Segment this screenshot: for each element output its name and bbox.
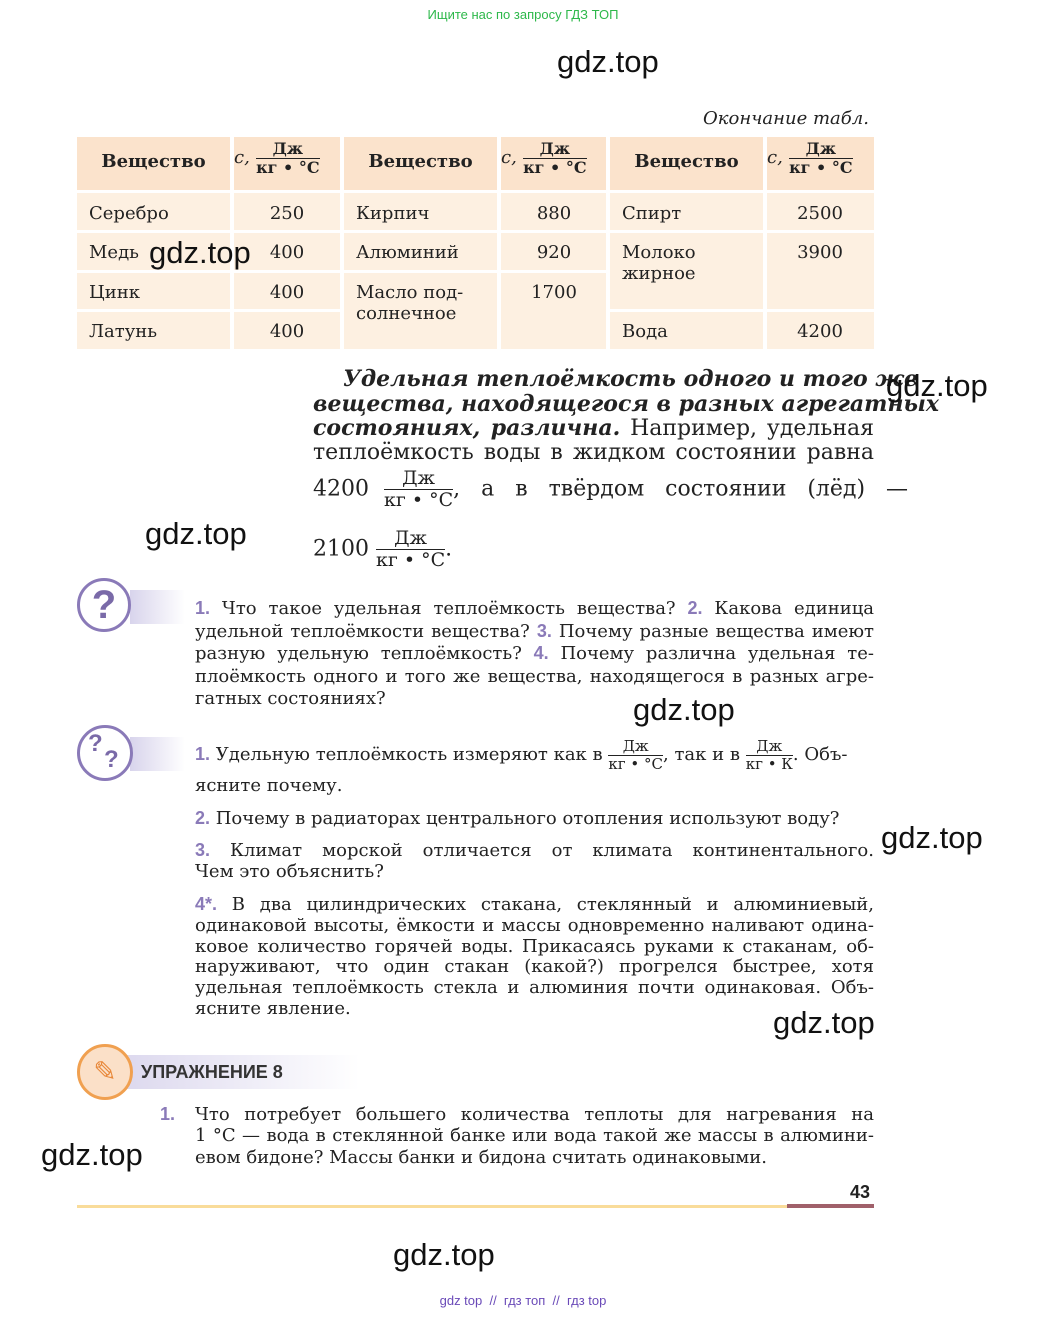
data-table-3 xyxy=(610,137,874,349)
watermark: gdz.top xyxy=(145,516,247,551)
exercise-line: евом бидоне? Массы банки и бидона считать одинаковыми. xyxy=(195,1147,768,1168)
exercise-number: 1. xyxy=(160,1104,176,1124)
discussion-q4-line: ковое количество горячей воды. Прикасаясь руками к стаканам, об- xyxy=(195,935,874,957)
discussion-q3-line2: Чем это объяснить? xyxy=(195,861,384,882)
heat-capacity-value: 3900 xyxy=(797,242,843,263)
substance-name: Серебро xyxy=(89,203,169,224)
watermark: gdz.top xyxy=(881,820,983,855)
exercise-title: УПРАЖНЕНИЕ 8 xyxy=(141,1062,283,1082)
question-icon: ? xyxy=(77,578,131,632)
exercise-line: 1 °С — вода в стеклянной банке или вода такой же массы в алюмини- xyxy=(195,1125,874,1146)
question-line: гатных состояниях? xyxy=(195,688,386,709)
substance-name: Спирт xyxy=(622,203,682,224)
discussion-q1: 1. Удельную теплоёмкость измеряют как в $\frac{Дж}{кг • ^\circ С}$ , так и в $\frac{Дж}{кг • К}$ . Объ- xyxy=(195,737,848,773)
col-header-c: c, $\frac{Дж}{кг • ^\circ С}$ xyxy=(767,139,853,177)
heat-capacity-value: 400 xyxy=(269,321,305,342)
col-header-substance: Вещество xyxy=(368,151,473,172)
substance-name: Кирпич xyxy=(356,203,430,224)
heat-capacity-value: 400 xyxy=(269,282,305,303)
para-line: Удельная теплоёмкость одного и того же xyxy=(343,366,919,392)
substance-name: Цинк xyxy=(89,282,140,303)
para-line: состояниях, различна. Например, удельная xyxy=(313,415,875,441)
exercise-line: Что потребует большего количества теплоты для нагревания на xyxy=(195,1104,874,1125)
discussion-q2: 2. Почему в радиаторах центрального отопления используют воду? xyxy=(195,808,840,829)
watermark: gdz.top xyxy=(886,368,988,403)
substance-name: Вода xyxy=(622,321,668,342)
data-table-2 xyxy=(344,137,606,349)
footer-rule xyxy=(77,1205,787,1208)
top-banner[interactable]: Ищите нас по запросу ГДЗ ТОП xyxy=(427,7,619,22)
heat-capacity-value: 400 xyxy=(269,242,305,263)
footer-links[interactable]: gdz top // гдз топ // гдз top xyxy=(439,1293,607,1308)
question-line: 1. Что такое удельная теплоёмкость вещества? 2. Какова единица xyxy=(195,598,875,619)
table-caption: Окончание табл. xyxy=(703,108,869,129)
col-header-substance: Вещество xyxy=(101,151,206,172)
discussion-q4-line: ясните явление. xyxy=(195,998,351,1019)
heat-capacity-value: 250 xyxy=(269,203,305,224)
page-number: 43 xyxy=(850,1182,871,1202)
heat-capacity-value: 920 xyxy=(536,242,572,263)
watermark: gdz.top xyxy=(149,235,251,270)
para-line: вещества, находящегося в разных агрегатных xyxy=(313,391,939,417)
heat-capacity-value: 2500 xyxy=(797,203,843,224)
formula-1: 4200 $\frac{Дж}{кг • ^\circ С}$ , а в твёрдом состоянии (лёд) — xyxy=(313,467,909,511)
watermark: gdz.top xyxy=(393,1237,495,1272)
substance-name: Медь xyxy=(89,242,139,263)
heat-capacity-value: 880 xyxy=(536,203,572,224)
pencil-icon: ✎ xyxy=(77,1044,133,1100)
substance-name: Молоко жирное xyxy=(622,242,696,284)
question-line: удельной теплоёмкости вещества? 3. Почему разные вещества имеют xyxy=(195,620,874,642)
watermark: gdz.top xyxy=(557,44,659,79)
para-line: теплоёмкость воды в жидком состоянии равна xyxy=(313,440,874,465)
discussion-q4-line: 4*. В два цилиндрических стакана, стеклянный и алюминиевый, xyxy=(195,894,874,915)
heat-capacity-value: 1700 xyxy=(531,282,577,303)
formula-2: 2100 $\frac{Дж}{кг • ^\circ С}$ . xyxy=(313,527,453,571)
col-header-c: c, $\frac{Дж}{кг • ^\circ С}$ xyxy=(501,139,587,177)
substance-name: Масло под- солнечное xyxy=(356,282,464,324)
discussion-q1-line2: ясните почему. xyxy=(195,775,343,796)
discussion-q4-line: одинаковой высоты, ёмкости и массы одновременно наливают одина- xyxy=(195,914,874,936)
question-line: разную удельную теплоёмкость? 4. Почему различна удельная те- xyxy=(195,643,874,664)
question-line: плоёмкость одного и того же вещества, находящегося в разных агре- xyxy=(195,665,874,687)
watermark: gdz.top xyxy=(633,692,735,727)
substance-name: Алюминий xyxy=(356,242,459,263)
heat-capacity-value: 4200 xyxy=(797,321,843,342)
discussion-q4-line: удельная теплоёмкость стекла и алюминия почти одинаковая. Объ- xyxy=(195,977,874,999)
discussion-icon: ? ? xyxy=(77,725,133,781)
discussion-q3: 3. Климат морской отличается от климата континентального. xyxy=(195,840,874,861)
watermark: gdz.top xyxy=(41,1137,143,1172)
substance-name: Латунь xyxy=(89,321,158,342)
footer-rule-accent xyxy=(787,1204,874,1208)
watermark: gdz.top xyxy=(773,1005,875,1040)
col-header-c: c, $\frac{Дж}{кг • ^\circ С}$ xyxy=(234,139,320,177)
discussion-q4-line: наруживают, что один стакан (какой?) прогрелся быстрее, хотя xyxy=(195,956,874,978)
col-header-substance: Вещество xyxy=(634,151,739,172)
